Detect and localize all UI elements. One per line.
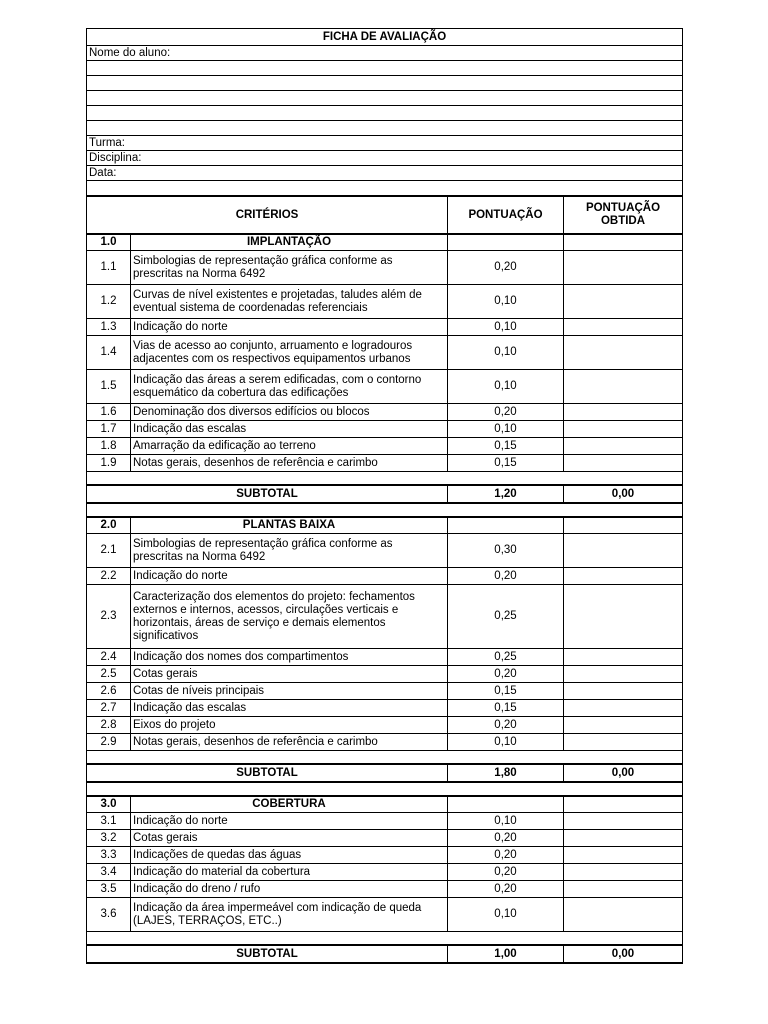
header-pontuacao-obtida: PONTUAÇÃO OBTIDA (564, 196, 683, 234)
blank-field[interactable] (87, 76, 683, 91)
criterion-number: 1.4 (87, 336, 131, 370)
spacer-row (87, 503, 683, 517)
spacer-cell (87, 751, 683, 765)
subtotal-obtained: 0,00 (564, 485, 683, 503)
spacer-cell (87, 782, 683, 796)
criterion-text: Curvas de nível existentes e projetadas, taludes além de eventual sistema de coordenadas referenciais (131, 285, 448, 319)
spacer-row (87, 751, 683, 765)
page-title: FICHA DE AVALIAÇÃO (87, 29, 683, 46)
criterion-text: Vias de acesso ao conjunto, arruamento e logradouros adjacentes com os respectivos equipamentos urbanos (131, 336, 448, 370)
header-criterios: CRITÉRIOS (87, 196, 448, 234)
criterion-row (87, 864, 683, 881)
criterion-text: Indicação do norte (131, 319, 448, 336)
criterion-score: 0,20 (448, 717, 564, 734)
criterion-number: 3.2 (87, 830, 131, 847)
criterion-row (87, 534, 683, 568)
criterion-obtained-input[interactable] (564, 734, 683, 751)
section-score-cell (448, 517, 564, 534)
date-row[interactable] (87, 166, 683, 181)
criterion-number: 1.7 (87, 421, 131, 438)
criterion-number: 1.9 (87, 455, 131, 472)
student-name-field[interactable]: Nome do aluno: (87, 46, 683, 61)
criterion-number: 1.5 (87, 370, 131, 404)
criterion-score: 0,10 (448, 370, 564, 404)
criterion-obtained-input[interactable] (564, 336, 683, 370)
section-header-row (87, 234, 683, 251)
section-score-cell (448, 234, 564, 251)
blank-line[interactable] (87, 106, 683, 121)
criterion-obtained-input[interactable] (564, 568, 683, 585)
section-number: 2.0 (87, 517, 131, 534)
section-obtained-cell (564, 234, 683, 251)
criterion-obtained-input[interactable] (564, 864, 683, 881)
evaluation-table (86, 28, 683, 964)
section-score-cell (448, 796, 564, 813)
criterion-text: Indicação dos nomes dos compartimentos (131, 649, 448, 666)
date-field[interactable]: Data: (87, 166, 683, 181)
evaluation-sheet (86, 28, 682, 964)
criterion-obtained-input[interactable] (564, 455, 683, 472)
criterion-obtained-input[interactable] (564, 534, 683, 568)
criterion-score: 0,20 (448, 404, 564, 421)
criterion-score: 0,10 (448, 813, 564, 830)
criterion-score: 0,10 (448, 898, 564, 932)
criterion-score: 0,10 (448, 421, 564, 438)
criterion-number: 3.4 (87, 864, 131, 881)
criterion-row (87, 438, 683, 455)
criterion-row (87, 319, 683, 336)
criterion-text: Simbologias de representação gráfica conforme as prescritas na Norma 6492 (131, 534, 448, 568)
section-obtained-cell (564, 796, 683, 813)
criterion-number: 2.3 (87, 585, 131, 649)
spacer-row (87, 932, 683, 946)
criterion-obtained-input[interactable] (564, 649, 683, 666)
criterion-obtained-input[interactable] (564, 438, 683, 455)
criterion-score: 0,20 (448, 864, 564, 881)
criterion-score: 0,10 (448, 734, 564, 751)
subtotal-row (87, 764, 683, 782)
criterion-obtained-input[interactable] (564, 666, 683, 683)
criterion-score: 0,15 (448, 700, 564, 717)
criterion-obtained-input[interactable] (564, 404, 683, 421)
blank-field[interactable] (87, 121, 683, 136)
spacer-cell (87, 472, 683, 486)
student-name-row[interactable] (87, 46, 683, 61)
criterion-score: 0,10 (448, 336, 564, 370)
criterion-text: Indicações de quedas das águas (131, 847, 448, 864)
criterion-number: 2.6 (87, 683, 131, 700)
criterion-number: 3.1 (87, 813, 131, 830)
criterion-row (87, 421, 683, 438)
criterion-row (87, 336, 683, 370)
criterion-score: 0,15 (448, 455, 564, 472)
criterion-score: 0,15 (448, 438, 564, 455)
section-title: IMPLANTAÇÃO (131, 234, 448, 251)
criterion-obtained-input[interactable] (564, 813, 683, 830)
subtotal-obtained: 0,00 (564, 764, 683, 782)
criterion-row (87, 734, 683, 751)
header-pontuacao: PONTUAÇÃO (448, 196, 564, 234)
title-row (87, 29, 683, 46)
evaluation-table-body (87, 29, 683, 964)
criterion-text: Amarração da edificação ao terreno (131, 438, 448, 455)
blank-line[interactable] (87, 61, 683, 76)
criterion-row (87, 455, 683, 472)
criterion-obtained-input[interactable] (564, 251, 683, 285)
criterion-text: Indicação do material da cobertura (131, 864, 448, 881)
criterion-number: 2.9 (87, 734, 131, 751)
section-number: 1.0 (87, 234, 131, 251)
subtotal-label: SUBTOTAL (87, 764, 448, 782)
discipline-field[interactable]: Disciplina: (87, 151, 683, 166)
criterion-number: 3.5 (87, 881, 131, 898)
criterion-row (87, 585, 683, 649)
criterion-number: 2.1 (87, 534, 131, 568)
criterion-text: Cotas gerais (131, 666, 448, 683)
blank-line[interactable] (87, 121, 683, 136)
criterion-score: 0,20 (448, 830, 564, 847)
criterion-obtained-input[interactable] (564, 700, 683, 717)
criterion-number: 3.3 (87, 847, 131, 864)
criterion-text: Denominação dos diversos edifícios ou blocos (131, 404, 448, 421)
criterion-row (87, 285, 683, 319)
header-row (87, 196, 683, 234)
criterion-obtained-input[interactable] (564, 717, 683, 734)
criterion-number: 1.1 (87, 251, 131, 285)
criterion-score: 0,25 (448, 585, 564, 649)
criterion-score: 0,10 (448, 319, 564, 336)
criterion-row (87, 251, 683, 285)
section-obtained-cell (564, 517, 683, 534)
criterion-obtained-input[interactable] (564, 847, 683, 864)
criterion-text: Notas gerais, desenhos de referência e carimbo (131, 455, 448, 472)
section-title: PLANTAS BAIXA (131, 517, 448, 534)
section-header-row (87, 796, 683, 813)
spacer-cell (87, 503, 683, 517)
section-number: 3.0 (87, 796, 131, 813)
criterion-text: Simbologias de representação gráfica conforme as prescritas na Norma 6492 (131, 251, 448, 285)
criterion-number: 2.7 (87, 700, 131, 717)
criterion-obtained-input[interactable] (564, 683, 683, 700)
criterion-number: 2.5 (87, 666, 131, 683)
spacer-row (87, 782, 683, 796)
criterion-obtained-input[interactable] (564, 898, 683, 932)
criterion-row (87, 847, 683, 864)
criterion-obtained-input[interactable] (564, 285, 683, 319)
subtotal-label: SUBTOTAL (87, 485, 448, 503)
subtotal-score: 1,20 (448, 485, 564, 503)
criterion-row (87, 370, 683, 404)
criterion-row (87, 898, 683, 932)
criterion-row (87, 666, 683, 683)
criterion-text: Cotas gerais (131, 830, 448, 847)
criterion-number: 1.6 (87, 404, 131, 421)
subtotal-label: SUBTOTAL (87, 945, 448, 963)
criterion-text: Indicação das áreas a serem edificadas, com o contorno esquemático da cobertura das edificações (131, 370, 448, 404)
criterion-text: Indicação do norte (131, 568, 448, 585)
subtotal-row (87, 945, 683, 963)
section-title: COBERTURA (131, 796, 448, 813)
subtotal-score: 1,00 (448, 945, 564, 963)
blank-line[interactable] (87, 91, 683, 106)
class-row[interactable] (87, 136, 683, 151)
criterion-row (87, 568, 683, 585)
criterion-row (87, 717, 683, 734)
blank-line (87, 181, 683, 197)
subtotal-obtained: 0,00 (564, 945, 683, 963)
criterion-score: 0,20 (448, 881, 564, 898)
criterion-text: Indicação da área impermeável com indicação de queda (LAJES, TERRAÇOS, ETC..) (131, 898, 448, 932)
criterion-number: 2.4 (87, 649, 131, 666)
criterion-text: Indicação do norte (131, 813, 448, 830)
criterion-score: 0,30 (448, 534, 564, 568)
criterion-number: 1.8 (87, 438, 131, 455)
class-field[interactable]: Turma: (87, 136, 683, 151)
section-header-row (87, 517, 683, 534)
criterion-row (87, 830, 683, 847)
subtotal-row (87, 485, 683, 503)
blank-field[interactable] (87, 106, 683, 121)
criterion-text: Eixos do projeto (131, 717, 448, 734)
criterion-number: 1.3 (87, 319, 131, 336)
criterion-row (87, 813, 683, 830)
subtotal-score: 1,80 (448, 764, 564, 782)
blank-field (87, 181, 683, 197)
criterion-row (87, 683, 683, 700)
criterion-score: 0,20 (448, 847, 564, 864)
criterion-row (87, 700, 683, 717)
criterion-text: Cotas de níveis principais (131, 683, 448, 700)
criterion-obtained-input[interactable] (564, 370, 683, 404)
criterion-row (87, 404, 683, 421)
criterion-row (87, 881, 683, 898)
criterion-number: 3.6 (87, 898, 131, 932)
criterion-obtained-input[interactable] (564, 881, 683, 898)
criterion-score: 0,25 (448, 649, 564, 666)
spacer-row (87, 472, 683, 486)
criterion-score: 0,20 (448, 666, 564, 683)
criterion-text: Caracterização dos elementos do projeto: fechamentos externos e internos, acessos, circulações verticais e horizontais, áreas de serviço e demais elementos significativos (131, 585, 448, 649)
blank-line[interactable] (87, 76, 683, 91)
criterion-text: Notas gerais, desenhos de referência e carimbo (131, 734, 448, 751)
criterion-number: 2.2 (87, 568, 131, 585)
criterion-number: 1.2 (87, 285, 131, 319)
criterion-obtained-input[interactable] (564, 421, 683, 438)
criterion-text: Indicação do dreno / rufo (131, 881, 448, 898)
criterion-number: 2.8 (87, 717, 131, 734)
criterion-row (87, 649, 683, 666)
criterion-text: Indicação das escalas (131, 421, 448, 438)
criterion-obtained-input[interactable] (564, 585, 683, 649)
blank-field[interactable] (87, 61, 683, 76)
spacer-cell (87, 932, 683, 946)
criterion-text: Indicação das escalas (131, 700, 448, 717)
criterion-obtained-input[interactable] (564, 319, 683, 336)
criterion-score: 0,20 (448, 568, 564, 585)
blank-field[interactable] (87, 91, 683, 106)
criterion-score: 0,10 (448, 285, 564, 319)
criterion-score: 0,20 (448, 251, 564, 285)
criterion-score: 0,15 (448, 683, 564, 700)
discipline-row[interactable] (87, 151, 683, 166)
criterion-obtained-input[interactable] (564, 830, 683, 847)
